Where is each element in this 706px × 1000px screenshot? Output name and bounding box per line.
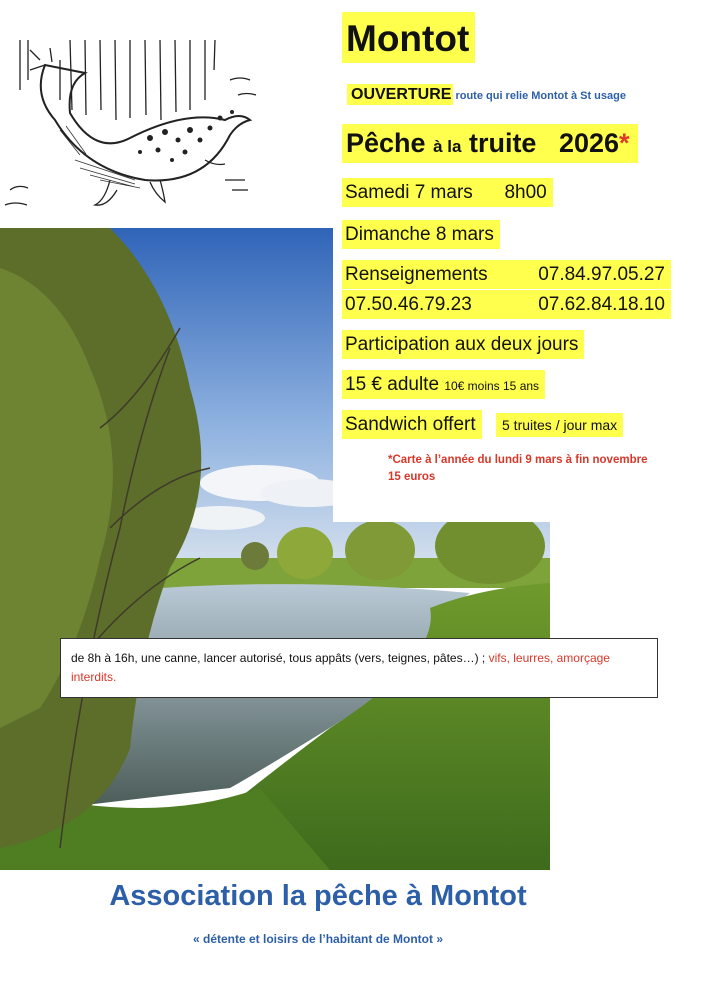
schedule-day1: [342, 178, 553, 207]
pricing-adult: [342, 370, 545, 399]
footer: [58, 870, 550, 960]
rules-box: [60, 638, 658, 698]
event-title: [342, 124, 638, 163]
schedule-day1-time: 8h00: [504, 182, 547, 203]
slogan: « détente et loisirs de l’habitant de Montot »: [192, 932, 444, 946]
annual-card-line1: *Carte à l’année du lundi 9 mars à fin novembre: [388, 454, 648, 466]
contact-row2: [342, 290, 671, 319]
association-name: Association la pêche à Montot: [109, 880, 527, 912]
opening-route: route qui relie Montot à St usage: [455, 90, 626, 102]
annual-card: [388, 452, 688, 486]
schedule-day2: Dimanche 8 mars: [342, 220, 500, 249]
annual-card-line2: 15 euros: [388, 471, 436, 483]
event-year: 2026: [558, 128, 620, 158]
event-star: *: [619, 128, 630, 158]
trout-sketch-icon: [0, 40, 285, 230]
event-truite: truite: [468, 128, 537, 158]
rules-text: de 8h à 16h, une canne, lancer autorisé, tous appâts (vers, teignes, pâtes…) ;: [71, 651, 489, 665]
opening-label: OUVERTURE: [347, 84, 453, 105]
contact-row1: [342, 260, 671, 289]
participation: Participation aux deux jours: [342, 330, 584, 359]
pricing-child-label: 10€ moins 15 ans: [444, 379, 540, 393]
schedule-day1-label: Samedi 7 mars: [345, 182, 473, 203]
page-title: Montot: [342, 12, 475, 63]
contact-phone1: 07.84.97.05.27: [538, 264, 665, 285]
contact-phone3: 07.62.84.18.10: [538, 294, 665, 315]
sandwich: Sandwich offert: [342, 410, 482, 439]
event-ala: à la: [433, 137, 462, 156]
contact-label: Renseignements: [345, 264, 488, 285]
pricing-adult-label: 15 € adulte: [345, 374, 440, 395]
catch-limit: 5 truites / jour max: [496, 413, 623, 437]
right-margin: [550, 522, 706, 1000]
opening-row: [347, 84, 626, 105]
rules-forbidden: vifs, leurres, amorçage interdits.: [71, 651, 610, 684]
contact-phone2: 07.50.46.79.23: [345, 294, 472, 315]
event-peche: Pêche: [346, 128, 426, 158]
